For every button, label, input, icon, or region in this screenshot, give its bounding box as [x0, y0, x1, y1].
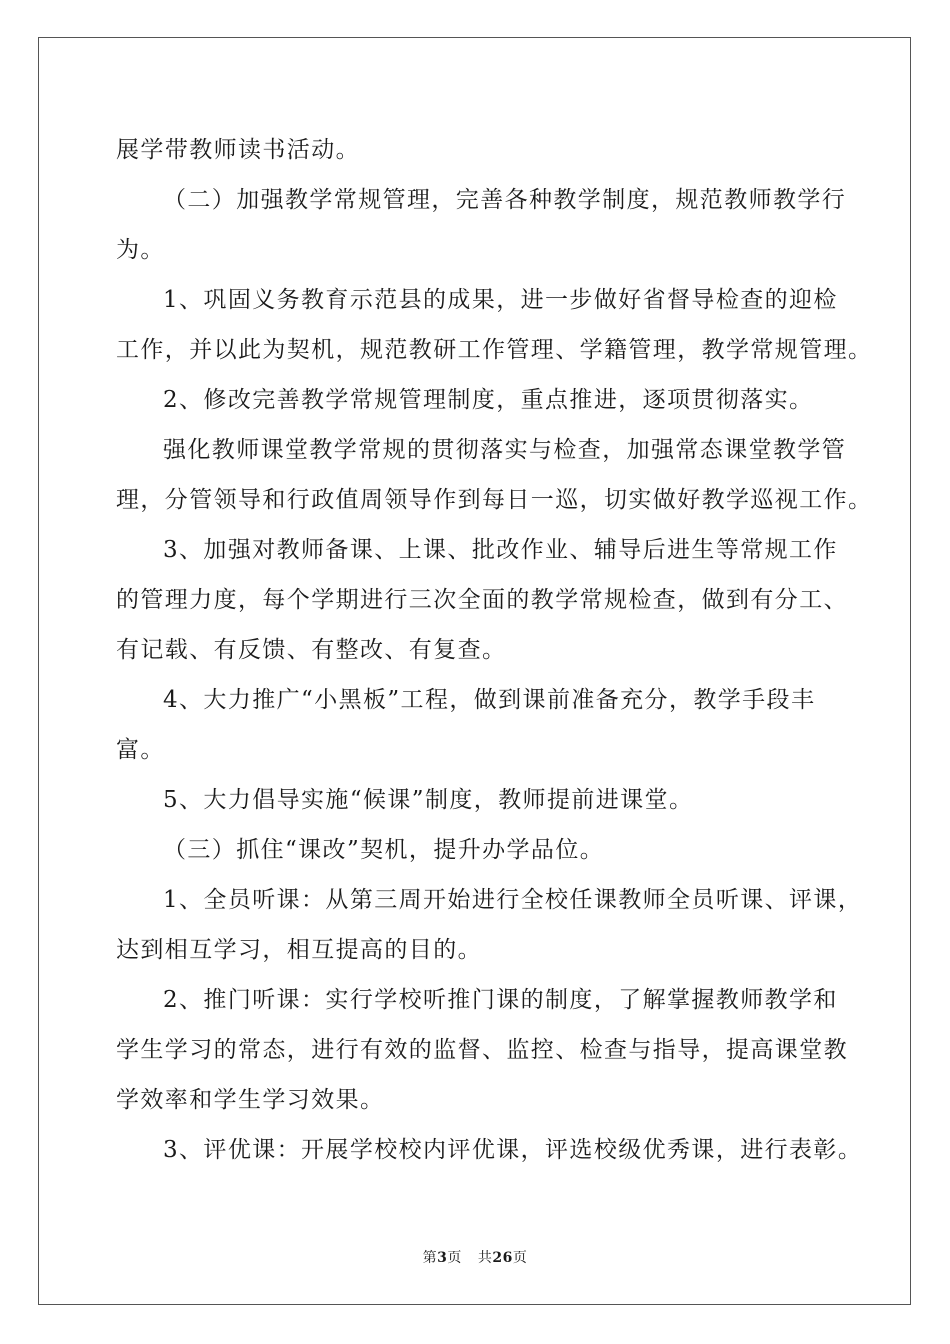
text-line: 1、全员听课：从第三周开始进行全校任课教师全员听课、评课，: [163, 887, 863, 913]
total-pages: 26: [492, 1250, 513, 1266]
text-line: 5、大力倡导实施“候课”制度，教师提前进课堂。: [163, 787, 694, 813]
text-line: 1、巩固义务教育示范县的成果，进一步做好省督导检查的迎检: [163, 287, 838, 313]
text-line: 的管理力度，每个学期进行三次全面的教学常规检查，做到有分工、: [116, 587, 848, 613]
text-line: 工作，并以此为契机，规范教研工作管理、学籍管理，教学常规管理。: [116, 337, 873, 363]
text-line: 有记载、有反馈、有整改、有复查。: [116, 637, 507, 663]
page-footer: [0, 1247, 950, 1267]
text-line: 学生学习的常态，进行有效的监督、监控、检查与指导，提高课堂教: [116, 1037, 848, 1063]
text-line: 2、修改完善教学常规管理制度，重点推进，逐项贯彻落实。: [163, 387, 814, 413]
text-line: 展学带教师读书活动。: [116, 137, 360, 163]
page-prefix: 第: [422, 1250, 438, 1266]
text-line: 3、加强对教师备课、上课、批改作业、辅导后进生等常规工作: [163, 537, 838, 563]
text-line: 强化教师课堂教学常规的贯彻落实与检查，加强常态课堂教学管: [163, 437, 847, 463]
total-suffix: 页: [512, 1250, 528, 1266]
text-line: 理，分管领导和行政值周领导作到每日一巡，切实做好教学巡视工作。: [116, 487, 873, 513]
document-body: [116, 125, 873, 1175]
text-line: 2、推门听课：实行学校听推门课的制度，了解掌握教师教学和: [163, 987, 838, 1013]
text-line: 4、大力推广“小黑板”工程，做到课前准备充分，教学手段丰: [163, 687, 816, 713]
text-line: 富。: [116, 737, 165, 763]
text-line: 达到相互学习，相互提高的目的。: [116, 937, 482, 963]
text-line: 学效率和学生学习效果。: [116, 1087, 385, 1113]
total-prefix: 共: [477, 1250, 493, 1266]
page-suffix: 页: [447, 1250, 462, 1266]
page-number: 3: [437, 1250, 448, 1266]
text-line: 3、评优课：开展学校校内评优课，评选校级优秀课，进行表彰。: [163, 1137, 863, 1163]
text-line: 为。: [116, 237, 165, 263]
section-heading: （二）加强教学常规管理，完善各种教学制度，规范教师教学行: [163, 187, 847, 213]
section-heading: （三）抓住“课改”契机，提升办学品位。: [163, 837, 605, 863]
